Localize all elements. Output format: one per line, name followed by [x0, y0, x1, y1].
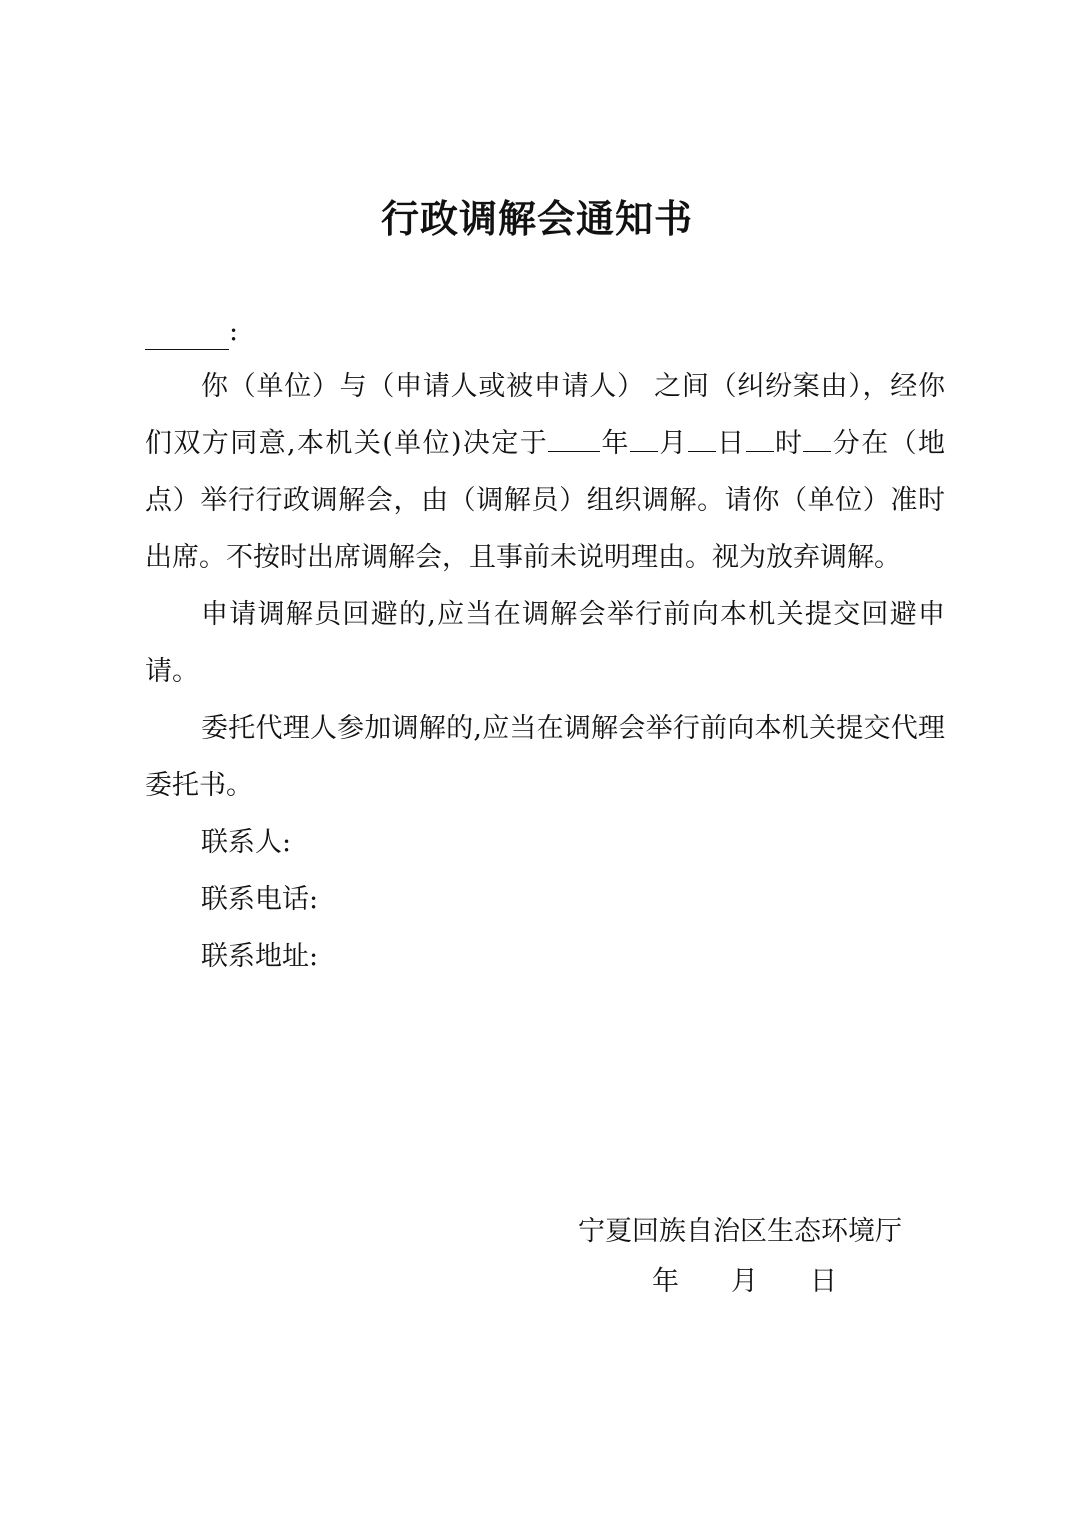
paragraph-notice [145, 358, 945, 586]
document-title: 行政调解会通知书 [380, 196, 693, 241]
salutation-colon: : [229, 316, 239, 347]
salutation [145, 314, 238, 350]
paragraph-notice-rest: 在（地点）举行行政调解会，由（调解员）组织调解。请你（单位）准时出席。不按时出席调解会，且事前未说明理由。视为放弃调解。 [145, 428, 946, 573]
contact-phone: 联系电话: [201, 884, 319, 915]
year-blank [548, 421, 600, 452]
paragraph-agent: 委托代理人参加调解的,应当在调解会举行前向本机关提交代理委托书。 [145, 713, 945, 801]
document-body [145, 358, 945, 985]
issue-date [652, 1258, 837, 1306]
contact-address: 联系地址: [201, 941, 319, 972]
month-blank [630, 421, 658, 452]
hour-blank [746, 421, 774, 452]
issuing-authority: 宁夏回族自治区生态环境厅 [578, 1216, 902, 1247]
date-year: 年 [652, 1266, 679, 1297]
recipient-blank [145, 319, 229, 350]
hour-label: 时 [773, 428, 804, 459]
minute-blank [803, 421, 831, 452]
month-label: 月 [657, 428, 688, 459]
day-label: 日 [715, 428, 746, 459]
paragraph-notice-line1: 你（单位）与（申请人或被申请人） 之间（纠纷案由）， [201, 371, 891, 402]
paragraph-notice-line2: 经你们双方同意,本机关(单位)决定于 [145, 371, 946, 459]
year-label: 年 [600, 428, 630, 459]
contact-person: 联系人: [201, 827, 292, 858]
day-blank [688, 421, 716, 452]
paragraph-recusal: 申请调解员回避的,应当在调解会举行前向本机关提交回避申请。 [145, 599, 945, 687]
date-day: 日 [810, 1266, 837, 1297]
date-month: 月 [731, 1266, 758, 1297]
minute-label: 分 [831, 428, 862, 459]
